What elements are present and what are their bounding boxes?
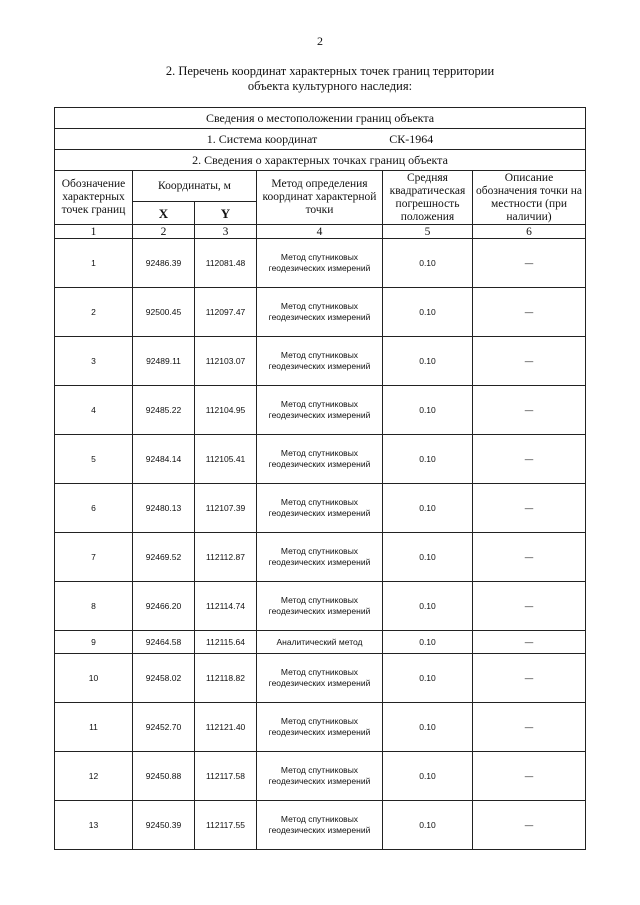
x-coordinate-cell: 92469.52 — [133, 533, 195, 582]
x-coordinate-cell: 92458.02 — [133, 654, 195, 703]
dash-mark: — — [524, 637, 534, 647]
description-cell — [473, 337, 586, 386]
point-cell: 3 — [55, 337, 133, 386]
point-cell: 7 — [55, 533, 133, 582]
x-coordinate-cell: 92452.70 — [133, 703, 195, 752]
error-cell: 0.10 — [383, 582, 473, 631]
y-coordinate-cell: 112114.74 — [195, 582, 257, 631]
error-cell: 0.10 — [383, 752, 473, 801]
dash-mark: — — [524, 771, 534, 781]
y-coordinate-cell: 112081.48 — [195, 239, 257, 288]
dash-mark: — — [524, 552, 534, 562]
description-cell — [473, 239, 586, 288]
point-cell: 5 — [55, 435, 133, 484]
x-coordinate-cell: 92480.13 — [133, 484, 195, 533]
table-row — [55, 337, 586, 386]
table-row — [55, 288, 586, 337]
point-cell: 12 — [55, 752, 133, 801]
x-coordinate-cell: 92485.22 — [133, 386, 195, 435]
column-number: 5 — [383, 225, 473, 239]
header-x: X — [133, 202, 195, 225]
method-cell: Метод спутниковых геодезических измерений — [257, 484, 383, 533]
method-cell: Метод спутниковых геодезических измерений — [257, 752, 383, 801]
y-coordinate-cell: 112104.95 — [195, 386, 257, 435]
description-cell — [473, 435, 586, 484]
error-cell: 0.10 — [383, 239, 473, 288]
dash-mark: — — [524, 405, 534, 415]
x-coordinate-cell: 92450.39 — [133, 801, 195, 850]
y-coordinate-cell: 112105.41 — [195, 435, 257, 484]
dash-mark: — — [524, 307, 534, 317]
y-coordinate-cell: 112103.07 — [195, 337, 257, 386]
error-cell: 0.10 — [383, 801, 473, 850]
dash-mark: — — [524, 356, 534, 366]
description-cell — [473, 703, 586, 752]
y-coordinate-cell: 112121.40 — [195, 703, 257, 752]
column-number-row — [55, 225, 586, 239]
coordinates-table — [54, 107, 586, 850]
table-row — [55, 533, 586, 582]
error-cell: 0.10 — [383, 386, 473, 435]
error-cell: 0.10 — [383, 484, 473, 533]
method-cell: Аналитический метод — [257, 631, 383, 654]
table-row — [55, 386, 586, 435]
x-coordinate-cell: 92466.20 — [133, 582, 195, 631]
header-error: Средняя квадратическая погрешность положения — [383, 171, 473, 225]
table-row — [55, 654, 586, 703]
table-row — [55, 484, 586, 533]
y-coordinate-cell: 112115.64 — [195, 631, 257, 654]
error-cell: 0.10 — [383, 288, 473, 337]
dash-mark: — — [524, 454, 534, 464]
point-cell: 9 — [55, 631, 133, 654]
x-coordinate-cell: 92450.88 — [133, 752, 195, 801]
error-cell: 0.10 — [383, 703, 473, 752]
point-cell: 4 — [55, 386, 133, 435]
coordinate-system-value: СК-1964 — [389, 131, 434, 146]
dash-mark: — — [524, 258, 534, 268]
column-number: 1 — [55, 225, 133, 239]
method-cell: Метод спутниковых геодезических измерений — [257, 654, 383, 703]
table-title: Сведения о местоположении границ объекта — [55, 108, 586, 129]
coordinate-system-row — [55, 129, 586, 150]
description-cell — [473, 484, 586, 533]
point-cell: 2 — [55, 288, 133, 337]
dash-mark: — — [524, 820, 534, 830]
point-cell: 1 — [55, 239, 133, 288]
description-cell — [473, 631, 586, 654]
x-coordinate-cell: 92500.45 — [133, 288, 195, 337]
method-cell: Метод спутниковых геодезических измерений — [257, 288, 383, 337]
dash-mark: — — [524, 673, 534, 683]
header-point: Обозначение характерных точек границ — [55, 171, 133, 225]
y-coordinate-cell: 112118.82 — [195, 654, 257, 703]
description-cell — [473, 288, 586, 337]
document-heading — [100, 64, 560, 94]
table-row — [55, 752, 586, 801]
dash-mark: — — [524, 722, 534, 732]
point-cell: 11 — [55, 703, 133, 752]
error-cell: 0.10 — [383, 654, 473, 703]
method-cell: Метод спутниковых геодезических измерений — [257, 703, 383, 752]
heading-line-2: объекта культурного наследия: — [247, 79, 413, 93]
description-cell — [473, 654, 586, 703]
description-cell — [473, 386, 586, 435]
description-cell — [473, 533, 586, 582]
x-coordinate-cell: 92489.11 — [133, 337, 195, 386]
column-number: 2 — [133, 225, 195, 239]
description-cell — [473, 582, 586, 631]
header-coordinates: Координаты, м — [133, 171, 257, 202]
method-cell: Метод спутниковых геодезических измерений — [257, 337, 383, 386]
column-number: 3 — [195, 225, 257, 239]
y-coordinate-cell: 112117.58 — [195, 752, 257, 801]
table-row — [55, 239, 586, 288]
dash-mark: — — [524, 601, 534, 611]
method-cell: Метод спутниковых геодезических измерений — [257, 435, 383, 484]
point-cell: 8 — [55, 582, 133, 631]
error-cell: 0.10 — [383, 435, 473, 484]
error-cell: 0.10 — [383, 533, 473, 582]
heading-line-1: 2. Перечень координат характерных точек границ территории — [165, 64, 495, 78]
table-row — [55, 801, 586, 850]
page-number: 2 — [317, 34, 323, 48]
y-coordinate-cell: 112117.55 — [195, 801, 257, 850]
method-cell: Метод спутниковых геодезических измерений — [257, 533, 383, 582]
y-coordinate-cell: 112112.87 — [195, 533, 257, 582]
description-cell — [473, 801, 586, 850]
header-description: Описание обозначения точки на местности (при наличии) — [473, 171, 586, 225]
column-number: 6 — [473, 225, 586, 239]
column-number: 4 — [257, 225, 383, 239]
header-method: Метод определения координат характерной точки — [257, 171, 383, 225]
point-cell: 10 — [55, 654, 133, 703]
header-y: Y — [195, 202, 257, 225]
x-coordinate-cell: 92484.14 — [133, 435, 195, 484]
method-cell: Метод спутниковых геодезических измерений — [257, 386, 383, 435]
section-label: 2. Сведения о характерных точках границ объекта — [55, 150, 586, 171]
y-coordinate-cell: 112097.47 — [195, 288, 257, 337]
table-row — [55, 435, 586, 484]
dash-mark: — — [524, 503, 534, 513]
method-cell: Метод спутниковых геодезических измерений — [257, 801, 383, 850]
x-coordinate-cell: 92486.39 — [133, 239, 195, 288]
table-row — [55, 631, 586, 654]
y-coordinate-cell: 112107.39 — [195, 484, 257, 533]
error-cell: 0.10 — [383, 631, 473, 654]
table-row — [55, 582, 586, 631]
description-cell — [473, 752, 586, 801]
table-row — [55, 703, 586, 752]
method-cell: Метод спутниковых геодезических измерений — [257, 239, 383, 288]
point-cell: 13 — [55, 801, 133, 850]
coordinate-system-label: 1. Система координат — [206, 131, 318, 146]
x-coordinate-cell: 92464.58 — [133, 631, 195, 654]
method-cell: Метод спутниковых геодезических измерений — [257, 582, 383, 631]
point-cell: 6 — [55, 484, 133, 533]
error-cell: 0.10 — [383, 337, 473, 386]
